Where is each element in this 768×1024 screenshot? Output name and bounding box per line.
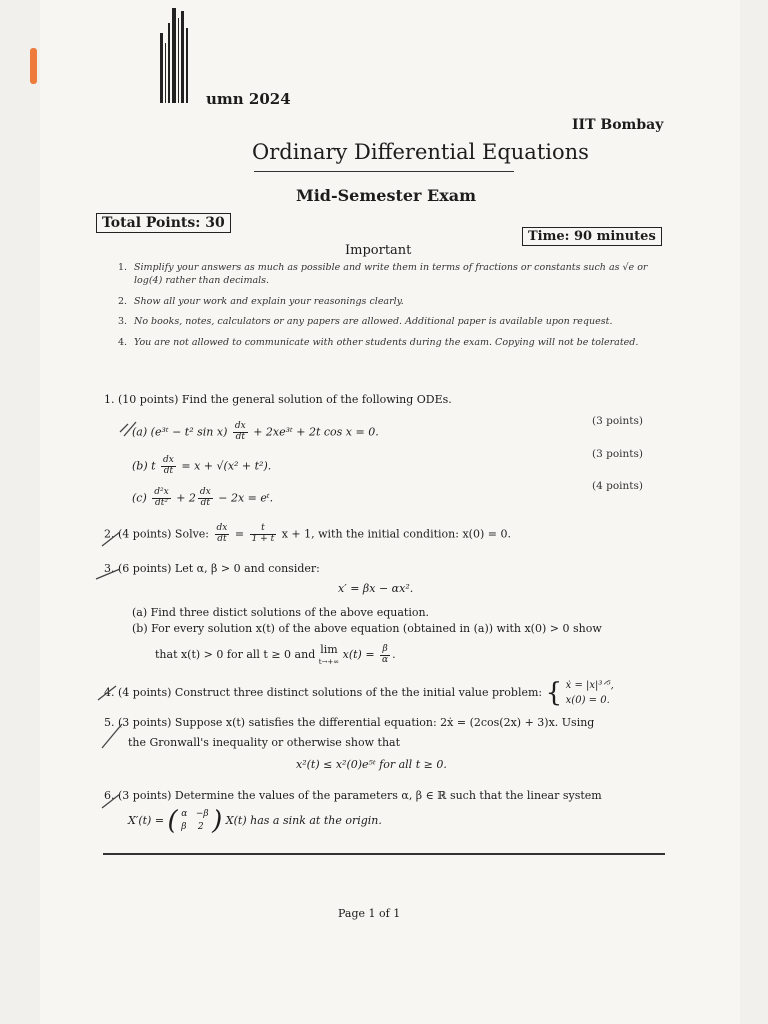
course-title: Ordinary Differential Equations (252, 140, 589, 164)
question-3b-cont: that x(t) > 0 for all t ≥ 0 and lim t→+∞ x(t) = $\frac{\beta}{\alpha}$ . (155, 643, 396, 666)
question-6: 6. (3 points) Determine the values of the parameters α, β ∈ ℝ such that the linear system (104, 789, 602, 802)
fraction-dx-dt: $\frac{dx}{dt}$ (234, 421, 246, 442)
fraction-beta-over-alpha: $\frac{\beta}{\alpha}$ (382, 643, 389, 665)
instruction-item: 1. Simplify your answers as much as possible and write them in terms of fractions or constants such as √e or log(4) rather than decimals. (118, 262, 648, 286)
question-1a-points: (3 points) (592, 415, 643, 427)
title-underline (254, 171, 514, 172)
question-3b: (b) For every solution x(t) of the above equation (obtained in (a)) with x(0) > 0 show (132, 622, 602, 635)
exam-title: Mid-Semester Exam (296, 186, 477, 205)
question-1b: (b) t $\frac{dx}{dt}$ = x + √(x² + t²). (132, 455, 272, 476)
fraction-t-over-1-plus-t: $\frac{t}{1 + t}$ (251, 523, 275, 544)
ivp-cases: ẋ = |x|³ᐟ⁵, x(0) = 0. (565, 680, 614, 706)
total-points-box: Total Points: 30 (96, 213, 231, 233)
footer-rule (103, 853, 665, 855)
fraction-dx-dt: $\frac{dx}{dt}$ (216, 523, 228, 544)
question-1c-points: (4 points) (592, 480, 643, 492)
instruction-item: 4. You are not allowed to communicate with other students during the exam. Copying will not be tolerated. (118, 337, 639, 349)
question-1b-points: (3 points) (592, 448, 643, 460)
question-5: 5. (3 points) Suppose x(t) satisfies the differential equation: 2ẋ = (2cos(2x) + 3)x. Using (104, 716, 595, 729)
instruction-item: 2. Show all your work and explain your reasonings clearly. (118, 295, 404, 307)
institution-name: IIT Bombay (572, 117, 664, 133)
exam-term: umn 2024 (206, 90, 291, 108)
question-4: 4. (4 points) Construct three distinct solutions of the the initial value problem: { ẋ = |x|³ᐟ⁵, x(0) = 0. (104, 678, 614, 708)
important-heading: Important (345, 243, 412, 258)
time-box: Time: 90 minutes (522, 227, 662, 246)
barcode (160, 8, 200, 103)
question-5-equation: x²(t) ≤ x²(0)e⁵ᵗ for all t ≥ 0. (296, 758, 447, 771)
question-1: 1. (10 points) Find the general solution of the following ODEs. (104, 393, 452, 406)
question-6-system: X′(t) = ( α −β β 2 ) X(t) has a sink at the origin. (128, 806, 382, 836)
page-number: Page 1 of 1 (338, 907, 401, 920)
matrix: α −β β 2 (181, 809, 209, 832)
question-3a: (a) Find three distict solutions of the above equation. (132, 606, 430, 619)
pencil-mark (96, 682, 120, 704)
question-1c: (c) $\frac{\text{d²x}}{\text{dt²}}$ + 2 $\frac{dx}{dt}$ − 2x = eᵗ. (132, 487, 274, 508)
question-3-equation: x′ = βx − αx². (338, 582, 414, 595)
pencil-mark (100, 528, 124, 550)
pencil-mark (118, 420, 148, 440)
fraction-dx-dt: $\frac{dx}{dt}$ (199, 487, 211, 508)
fraction-d2x-dt2: $\frac{\text{d²x}}{\text{dt²}}$ (154, 487, 169, 508)
fraction-dx-dt: $\frac{dx}{dt}$ (163, 455, 174, 476)
question-3: 3. (6 points) Let α, β > 0 and consider: (104, 562, 320, 575)
pencil-mark (98, 720, 126, 752)
brace: { (545, 678, 563, 708)
question-2: 2. (4 points) Solve: $\frac{dx}{dt}$ = $\frac{t}{1 + t}$ x + 1, with the initial condition: x(0) = 0. (104, 523, 511, 544)
question-1a: (a) (e³ᵗ − t² sin x) $\frac{dx}{dt}$ + 2xe³ᵗ + 2t cos x = 0. (132, 421, 379, 442)
instruction-item: 3. No books, notes, calculators or any papers are allowed. Additional paper is available upon request. (118, 316, 613, 328)
pencil-mark (100, 790, 124, 812)
instructions-list (118, 262, 658, 358)
question-5-cont: the Gronwall's inequality or otherwise show that (128, 736, 401, 749)
orange-edge-mark (30, 48, 37, 84)
pencil-mark (94, 565, 124, 583)
